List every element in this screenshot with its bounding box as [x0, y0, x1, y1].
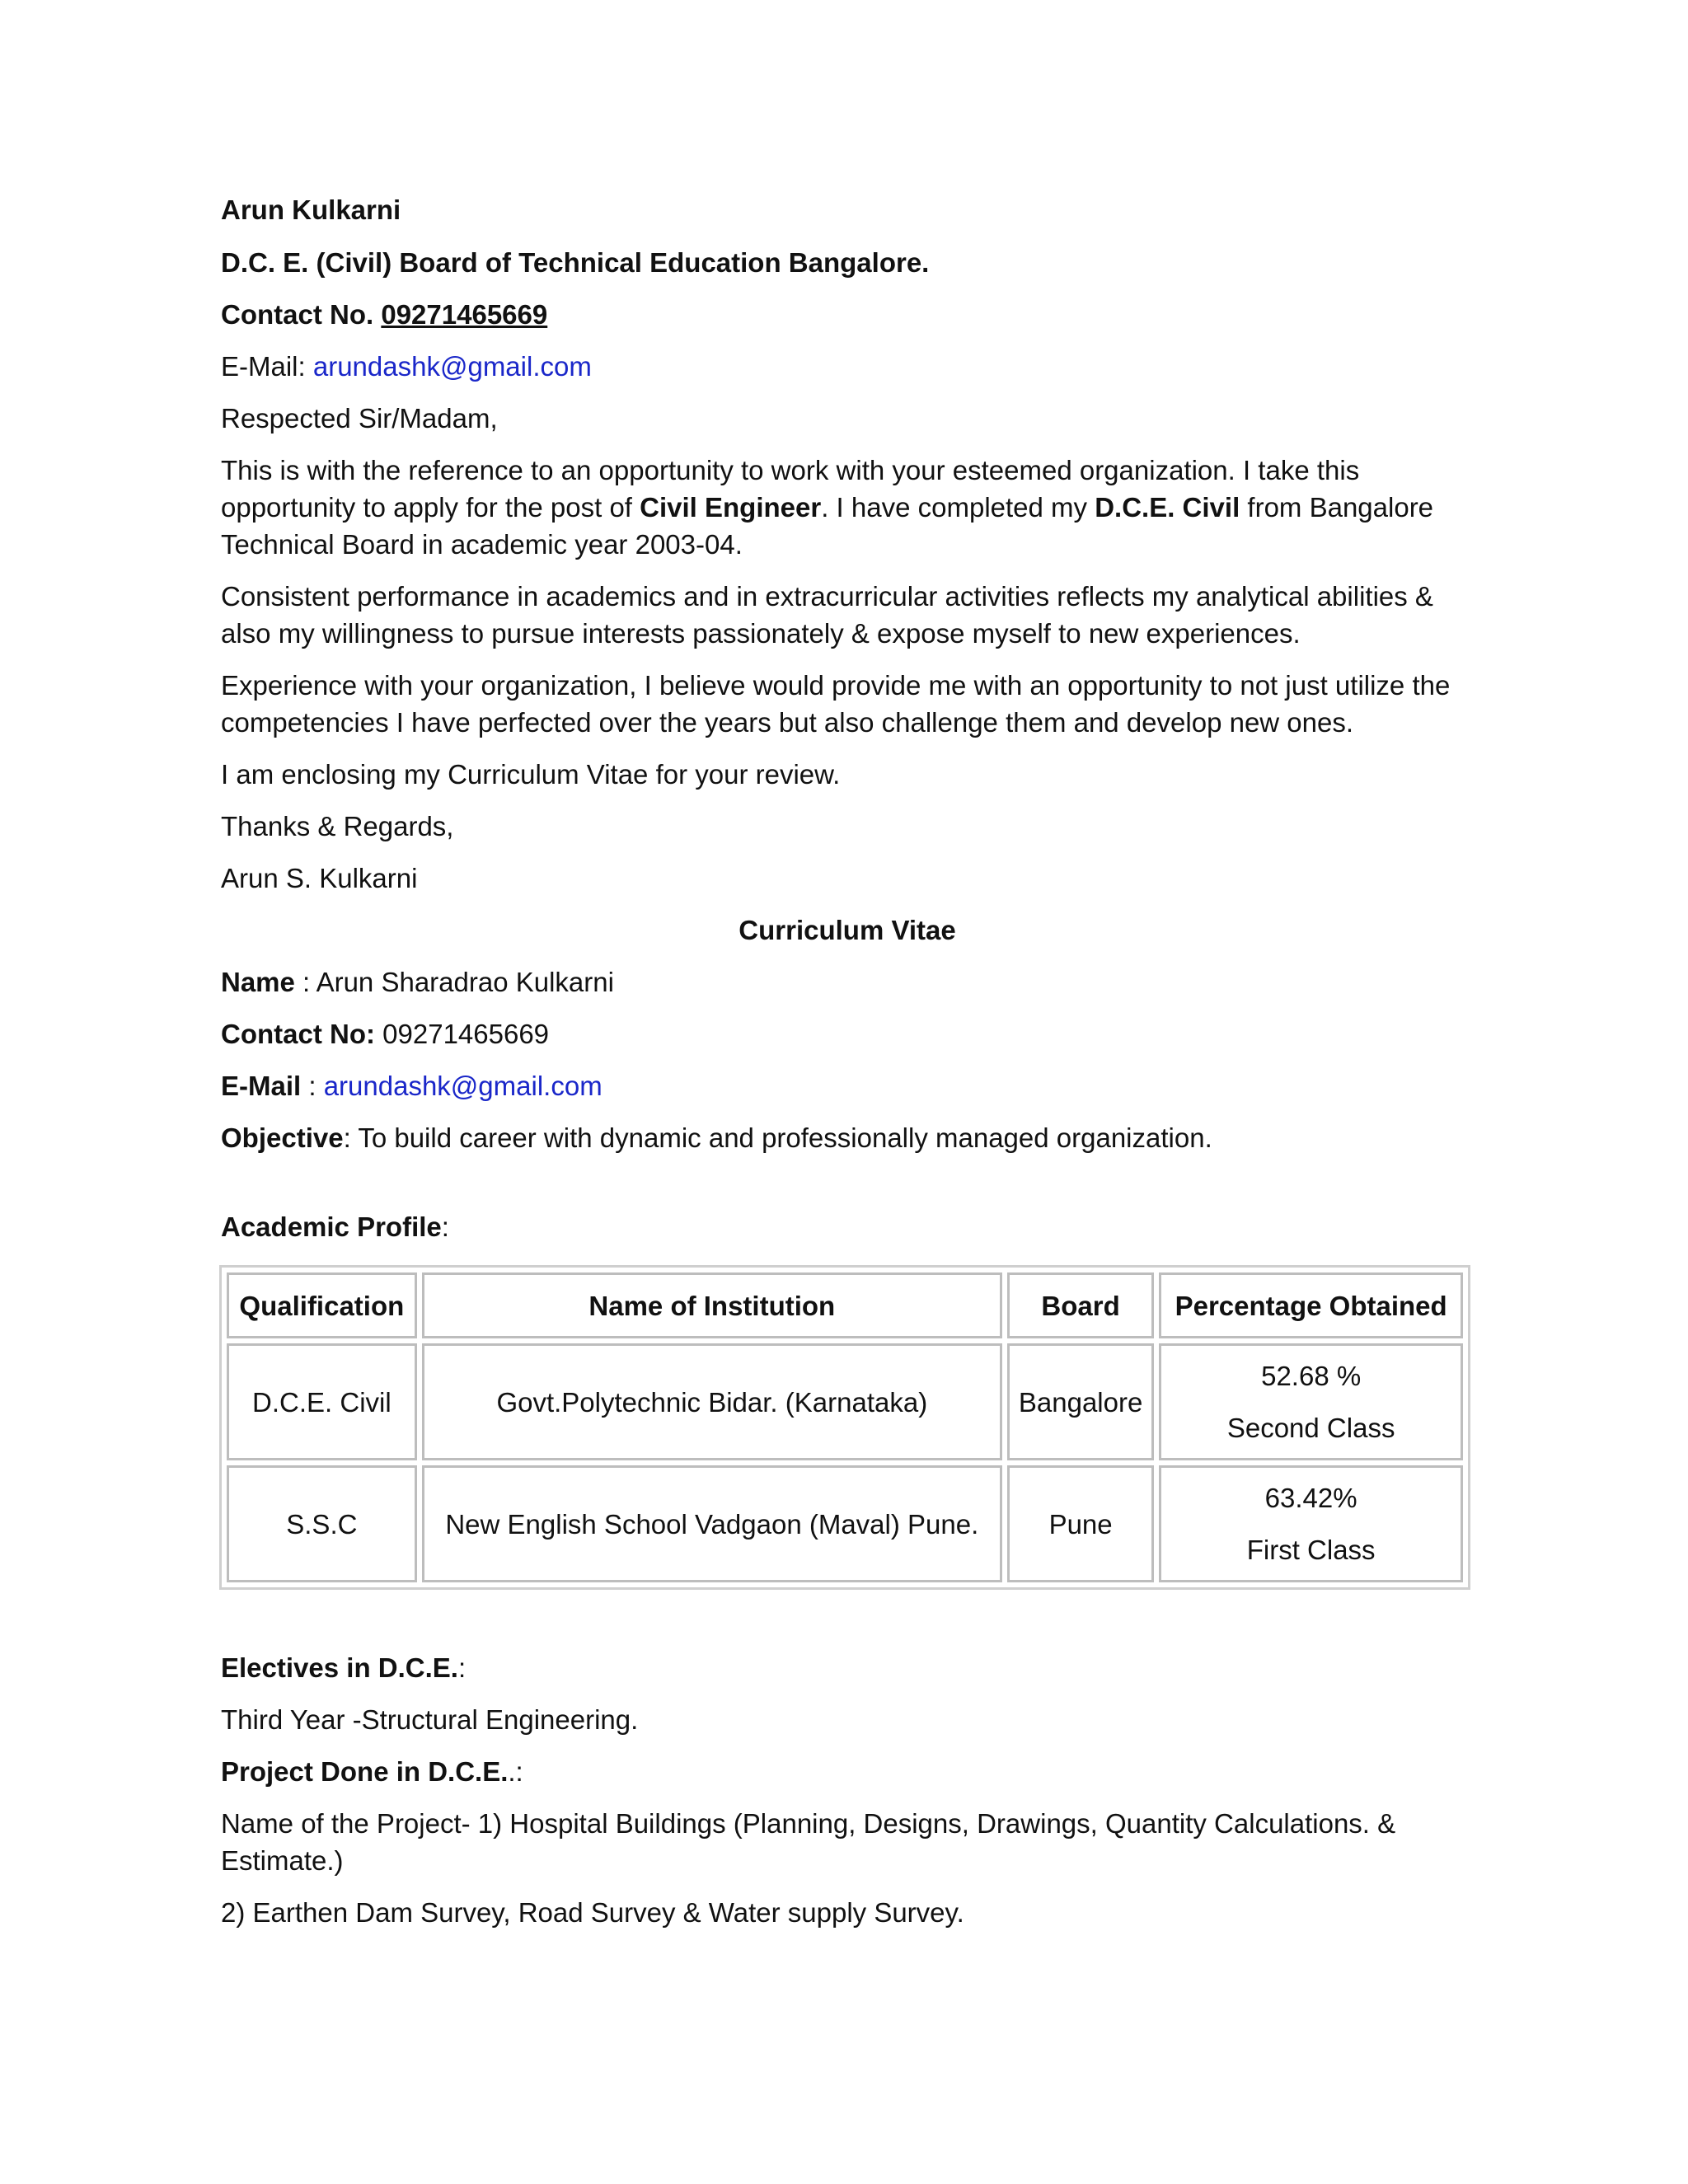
cell-institution: Govt.Polytechnic Bidar. (Karnataka)	[422, 1343, 1002, 1460]
academic-profile-colon: :	[441, 1212, 449, 1242]
qualification-line: D.C. E. (Civil) Board of Technical Education Bangalore.	[221, 247, 930, 278]
contact-label: Contact No.	[221, 299, 374, 330]
p1-degree: D.C.E. Civil	[1095, 492, 1240, 523]
p1-text-c: . I have completed my	[821, 492, 1095, 523]
cv-contact-label: Contact No:	[221, 1019, 375, 1049]
class-value: Second Class	[1226, 1413, 1395, 1443]
p1-post-title: Civil Engineer	[640, 492, 822, 523]
document-page	[221, 191, 1474, 1931]
cell-percentage	[1159, 1343, 1463, 1460]
cv-email-link[interactable]: arundashk@gmail.com	[323, 1071, 603, 1101]
electives-label: Electives in D.C.E.	[221, 1652, 458, 1683]
table-row	[227, 1343, 1463, 1460]
academic-profile-heading	[221, 1208, 1474, 1245]
academic-profile-table	[219, 1265, 1470, 1590]
cv-name-line	[221, 963, 1474, 1001]
contact-line	[221, 296, 1474, 333]
applicant-name: Arun Kulkarni	[221, 194, 401, 225]
email-line	[221, 348, 1474, 385]
cell-board: Pune	[1007, 1465, 1154, 1582]
project-heading	[221, 1753, 1474, 1790]
header-percentage: Percentage Obtained	[1159, 1272, 1463, 1338]
cv-contact-line	[221, 1015, 1474, 1052]
email-link[interactable]: arundashk@gmail.com	[312, 351, 592, 382]
contact-number: 09271465669	[381, 299, 548, 330]
letter-paragraph-2: Consistent performance in academics and in extracurricular activities reflects my analytical abilities & also my willingness to pursue interests passionately & expose myself to new experiences.	[221, 581, 1433, 649]
cv-contact-value: 09271465669	[374, 1019, 550, 1049]
cell-qualification: S.S.C	[227, 1465, 417, 1582]
cv-name-label: Name	[221, 967, 295, 997]
cv-objective-value: : To build career with dynamic and professionally managed organization.	[343, 1122, 1212, 1153]
cv-email-sep: :	[301, 1071, 324, 1101]
cv-title: Curriculum Vitae	[738, 915, 956, 945]
electives-heading	[221, 1649, 1474, 1686]
closing: Thanks & Regards,	[221, 811, 454, 841]
cell-board: Bangalore	[1007, 1343, 1154, 1460]
p1-text-a: This is with the reference to an opportunity to work with your esteemed organization. I take this opportunity to apply for the post of	[221, 455, 1360, 523]
header-qualification: Qualification	[227, 1272, 417, 1338]
cell-qualification: D.C.E. Civil	[227, 1343, 417, 1460]
table-header-row	[227, 1272, 1463, 1338]
email-label: E-Mail:	[221, 351, 306, 382]
cv-objective-line	[221, 1119, 1474, 1156]
percentage-value: 63.42%	[1264, 1483, 1357, 1513]
header-board: Board	[1007, 1272, 1154, 1338]
project-label: Project Done in D.C.E.	[221, 1756, 509, 1787]
cv-email-line	[221, 1067, 1474, 1104]
academic-profile-label: Academic Profile	[221, 1212, 442, 1242]
p1-text-e: from Bangalore Technical Board in academic year 2003-04.	[221, 492, 1434, 560]
signature: Arun S. Kulkarni	[221, 863, 418, 893]
salutation: Respected Sir/Madam,	[221, 403, 498, 434]
cv-email-label: E-Mail	[221, 1071, 302, 1101]
percentage-value: 52.68 %	[1261, 1361, 1362, 1391]
project-2: 2) Earthen Dam Survey, Road Survey & Water supply Survey.	[221, 1897, 964, 1928]
cv-objective-label: Objective	[221, 1122, 344, 1153]
letter-paragraph-1	[221, 452, 1474, 563]
electives-colon: :	[457, 1652, 467, 1683]
electives-value: Third Year -Structural Engineering.	[221, 1704, 639, 1735]
letter-paragraph-4: I am enclosing my Curriculum Vitae for your review.	[221, 759, 841, 790]
cell-percentage	[1159, 1465, 1463, 1582]
table-row	[227, 1465, 1463, 1582]
cell-institution: New English School Vadgaon (Maval) Pune.	[422, 1465, 1002, 1582]
project-colon: .:	[508, 1756, 523, 1787]
project-1: Name of the Project- 1) Hospital Buildings (Planning, Designs, Drawings, Quantity Calculations. & Estimate.)	[221, 1808, 1396, 1876]
letter-paragraph-3: Experience with your organization, I believe would provide me with an opportunity to not just utilize the competencies I have perfected over the years but also challenge them and develop new ones.	[221, 670, 1451, 738]
header-institution: Name of Institution	[422, 1272, 1002, 1338]
cv-name-value: : Arun Sharadrao Kulkarni	[294, 967, 614, 997]
class-value: First Class	[1246, 1535, 1376, 1565]
